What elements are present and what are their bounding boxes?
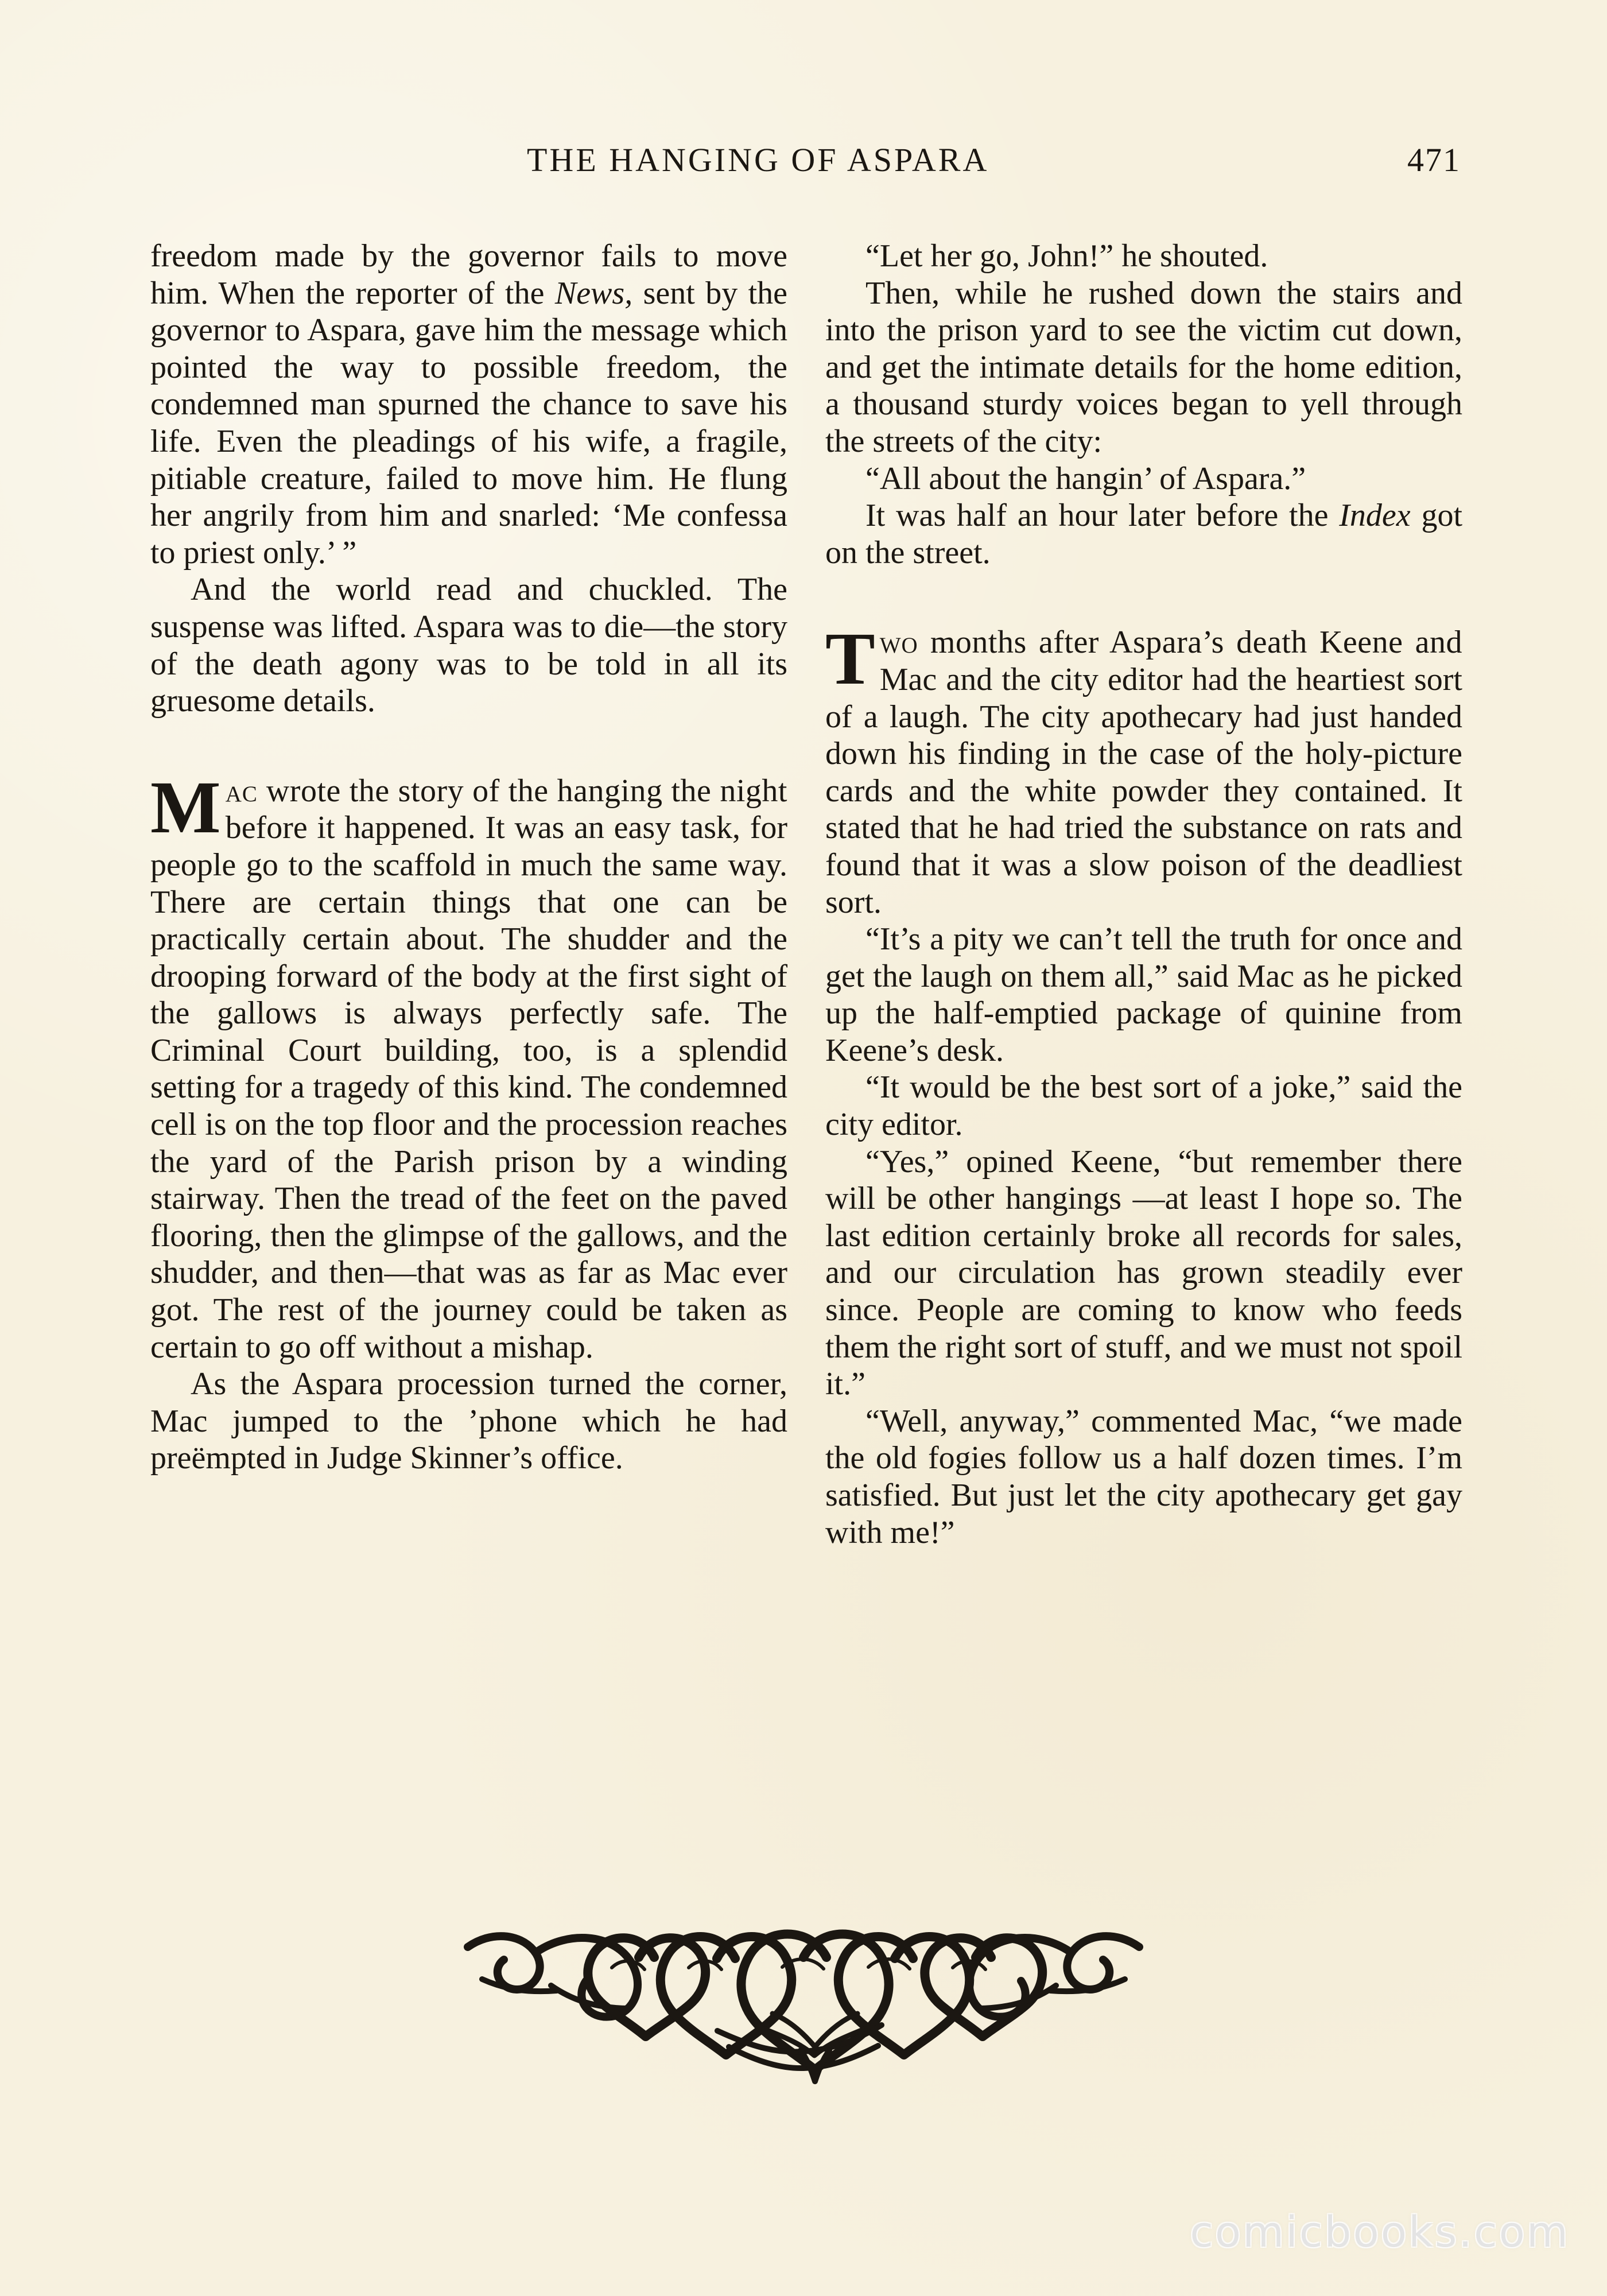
right-paragraph-2: Then, while he rushed down the stairs and into the prison yard to see the victim cut down, and get the intimate details for the home edition, a thousand sturdy voices began to yell through the streets of the city: (825, 275, 1462, 459)
right-paragraph-1: “Let her go, John!” he shouted. (865, 238, 1268, 274)
newspaper-name-index: Index (1339, 498, 1411, 534)
dropcap-t: T (825, 618, 875, 701)
art-nouveau-ornament-icon (448, 1907, 1159, 2096)
left-paragraph-4: As the Aspara procession turned the corner, Mac jumped to the ’phone which he had preëmpted in Judge Skinner’s office. (150, 1366, 787, 1476)
right-section-paragraph (825, 618, 1462, 921)
running-title: THE HANGING OF ASPARA (527, 141, 989, 179)
running-header (0, 141, 1607, 195)
newspaper-name-news: News, (554, 275, 633, 311)
page-number: 471 (1407, 141, 1461, 179)
right-paragraph-4 (825, 497, 1462, 571)
right-paragraph-4-part-b: got on the street. (825, 498, 1462, 571)
site-watermark: comicbooks.com (1190, 2208, 1570, 2257)
dropcap-m: M (150, 766, 221, 849)
right-paragraph-6: “It’s a pity we can’t tell the truth for once and get the laugh on them all,” said Mac as he picked up the half-emptied package of quinine from Keene’s desk. (825, 921, 1462, 1068)
right-paragraph-7: “It would be the best sort of a joke,” said the city editor. (825, 1069, 1462, 1143)
left-section-paragraph (150, 766, 787, 1366)
left-paragraph-1-part-b: sent by the governor to Aspara, gave him the message which pointed the way to possible freedom, the condemned man spurned the chance to save his life. Even the pleadings of his wife, a fragile, pitiable creature, failed to move him. He flung her angrily from him and snarled: ‘Me confessa to priest only.’ ” (150, 275, 787, 571)
right-section-lead: wo (879, 625, 918, 661)
right-paragraph-8: “Yes,” opined Keene, “but remember there will be other hangings —at least I hope so. The last edition certainly broke all records for sales, and our circulation has grown steadily ever since. People are coming to know who feeds them the right sort of stuff, and we must not spoil it.” (825, 1143, 1462, 1402)
left-column (150, 238, 787, 1477)
right-paragraph-9: “Well, anyway,” commented Mac, “we made the old fogies follow us a half dozen times. I’m satisfied. But just let the city apothecary get gay with me!” (825, 1403, 1462, 1550)
left-paragraph-2: And the world read and chuckled. The suspense was lifted. Aspara was to die—the story of the death agony was to be told in all its gruesome details. (150, 572, 787, 719)
right-paragraph-4-part-a: It was half an hour later before the (865, 498, 1340, 534)
right-paragraph-3: “All about the hangin’ of Aspara.” (865, 460, 1306, 497)
left-paragraph-1-part-a: freedom made by the governor fails to move him. When the reporter of the (150, 238, 787, 311)
left-paragraph-1 (150, 238, 787, 571)
right-section-text: months after Aspara’s death Keene and Mac and the city editor had the heartiest sort of a laugh. The city apothecary had just handed down his finding in the case of the holy-picture cards and the white powder they contained. It stated that he had tried the substance on rats and found that it was a slow poison of the deadliest sort. (825, 625, 1462, 920)
left-section-lead: ac (225, 773, 258, 809)
left-section-text: wrote the story of the hanging the night before it happened. It was an easy task, for people go to the scaffold in much the same way. There are certain things that one can be practically certain about. The shudder and the drooping forward of the body at the first sight of the gallows is always perfectly safe. The Criminal Court building, too, is a splendid setting for a tragedy of this kind. The condemned cell is on the top floor and the procession reaches the yard of the Parish prison by a winding stairway. Then the tread of the feet on the paved flooring, then the glimpse of the gallows, and the shudder, and then—that was as far as Mac ever got. The rest of the journey could be taken as certain to go off without a mishap. (150, 773, 787, 1365)
right-column (825, 238, 1462, 1551)
